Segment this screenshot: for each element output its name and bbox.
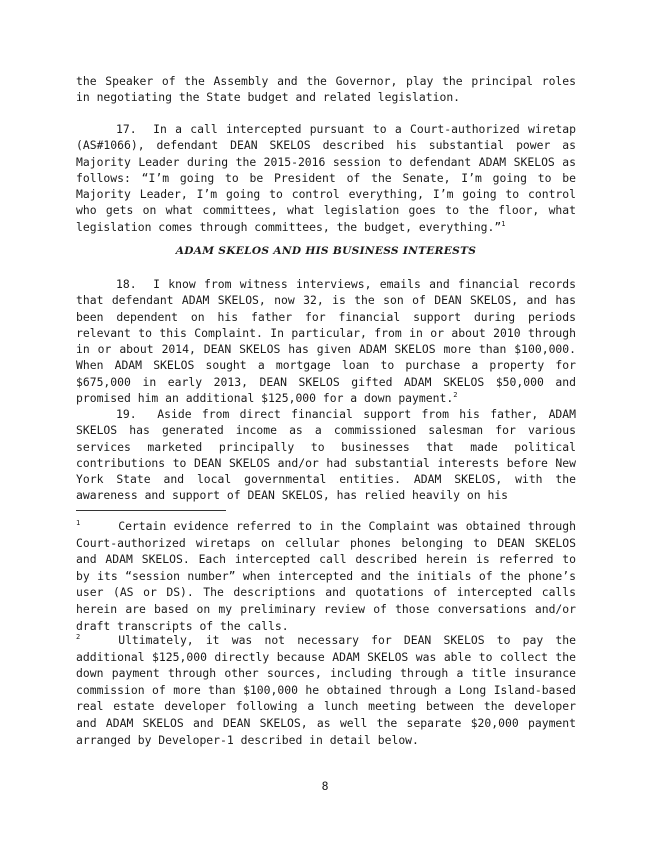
footnote-marker: 2 (76, 633, 81, 642)
footnote-reference[interactable]: 1 (501, 219, 506, 228)
footnote-reference[interactable]: 2 (453, 391, 458, 400)
paragraph-text: Aside from direct financial support from his father, ADAM SKELOS has generated income as a commissioned salesman for various services marketed principally to businesses that made political contributions to DEAN SKELOS and/or had substantial interests before New York State and local governmental entities. ADAM SKELOS, with the awareness and support of DEAN SKELOS, has relied heavily on his (76, 407, 576, 503)
footnote-1 (76, 518, 576, 634)
paragraph-text: I know from witness interviews, emails and financial records that defendant ADAM SKELOS, now 32, is the son of DEAN SKELOS, and has been dependent on his father for financial support during periods relevant to this Complaint. In particular, from in or about 2010 through in or about 2014, DEAN SKELOS has given ADAM SKELOS more than $100,000. When ADAM SKELOS sought a mortgage loan to purchase a property for $675,000 in early 2013, DEAN SKELOS gifted ADAM SKELOS $50,000 and promised him an additional $125,000 for a down payment. (76, 277, 576, 406)
page-number: 8 (321, 779, 329, 793)
paragraph-19 (76, 406, 576, 504)
footnote-text: Certain evidence referred to in the Complaint was obtained through Court-authorized wiretaps on cellular phones belonging to DEAN SKELOS and ADAM SKELOS. Each intercepted call described herein is referred to by its “session number” when intercepted and the initials of the phone’s user (AS or DS). The descriptions and quotations of intercepted calls herein are based on my preliminary review of those conversations and/or draft transcripts of the calls. (76, 519, 576, 633)
paragraph-text: In a call intercepted pursuant to a Court-authorized wiretap (AS#1066), defendant DEAN SKELOS described his substantial power as Majority Leader during the 2015-2016 session to defendant ADAM SKELOS as follows: “I’m going to be President of the Senate, I’m going to be Majority Leader, I’m going to control everything, I’m going to control who gets on what committees, what legislation goes to the floor, what legislation comes through committees, the budget, everything.” (76, 122, 576, 234)
paragraph-number: 19. (116, 407, 137, 421)
section-heading: ADAM SKELOS AND HIS BUSINESS INTERESTS (175, 245, 477, 257)
paragraph-16-continuation (76, 73, 576, 106)
footnote-separator (76, 510, 226, 511)
footnote-2 (76, 632, 576, 748)
paragraph-18 (76, 276, 576, 406)
footnote-text: Ultimately, it was not necessary for DEAN SKELOS to pay the additional $125,000 directly because ADAM SKELOS was able to collect the down payment through other sources, including through a title insurance commission of more than $100,000 he obtained through a Long Island-based real estate developer following a lunch meeting between the developer and ADAM SKELOS and DEAN SKELOS, as well the separate $20,000 payment arranged by Developer-1 described in detail below. (76, 633, 576, 747)
paragraph-17 (76, 121, 576, 235)
footnote-marker: 1 (76, 519, 81, 528)
paragraph-text: the Speaker of the Assembly and the Governor, play the principal roles in negotiating the State budget and related legislation. (76, 74, 576, 105)
paragraph-number: 18. (116, 277, 137, 291)
paragraph-number: 17. (116, 122, 137, 136)
